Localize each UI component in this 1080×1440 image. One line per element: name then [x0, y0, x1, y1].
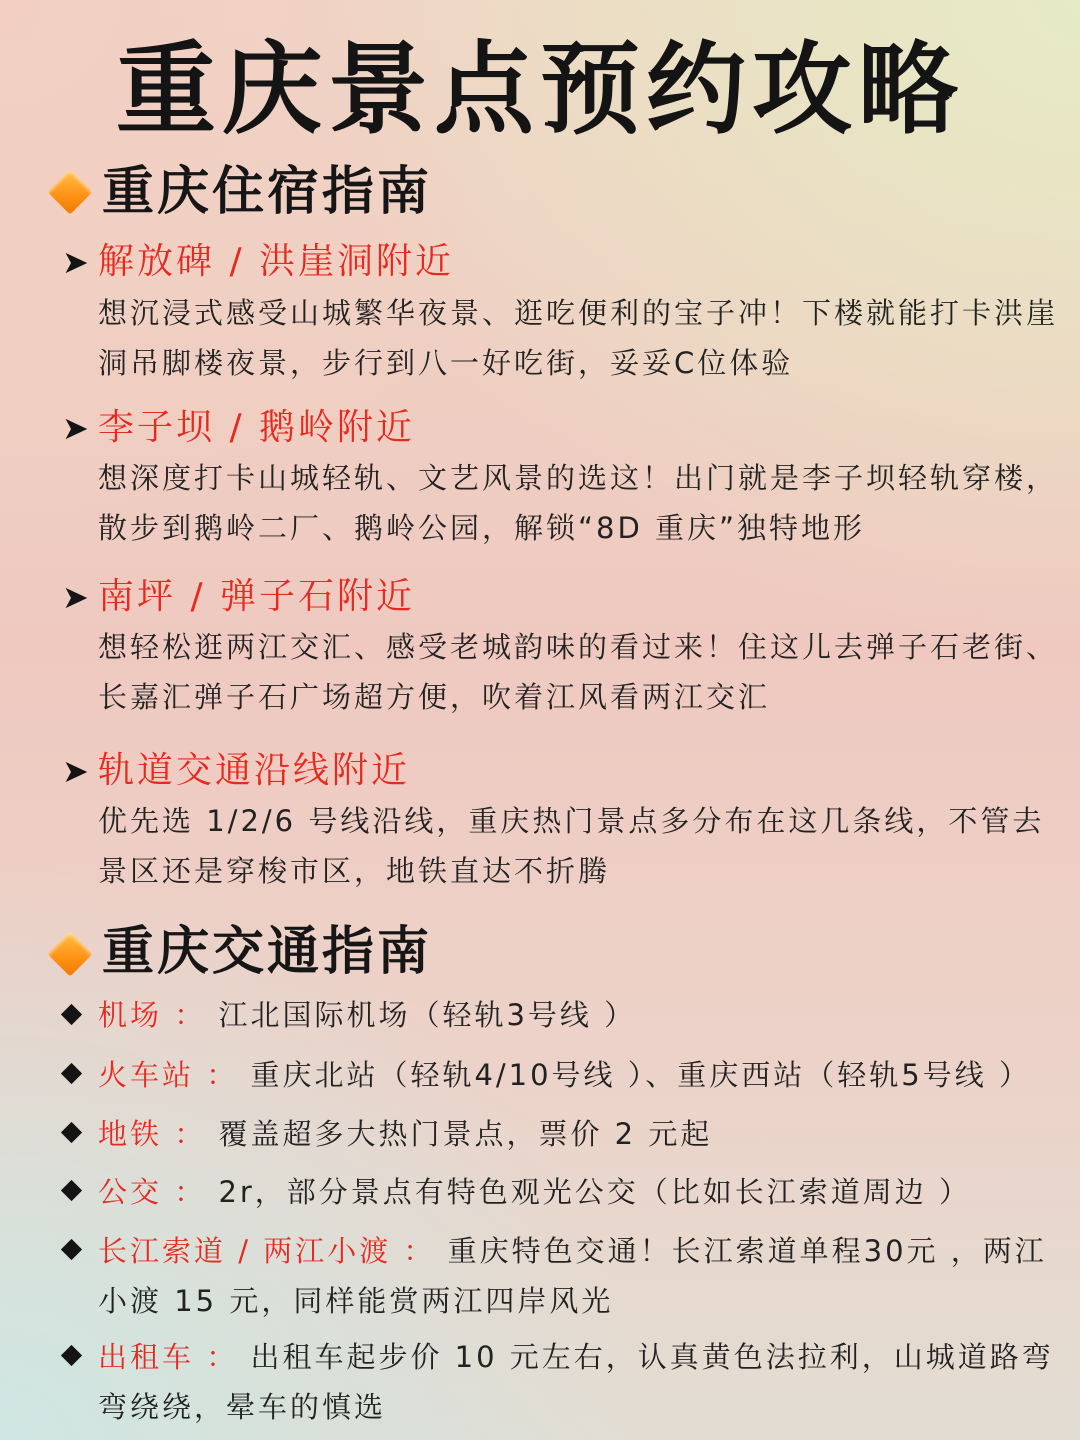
transport-item: [98, 1050, 1063, 1100]
area-description: 想沉浸式感受山城繁华夜景、逛吃便利的宝子冲！下楼就能打卡洪崖洞吊脚楼夜景，步行到八一好吃街，妥妥C位体验: [98, 296, 1059, 380]
transport-text: 重庆特色交通！长江索道单程30元 ，两江小渡 15 元，同样能赏两江四岸风光: [98, 1234, 1047, 1318]
transport-label: 机场 ：: [98, 998, 207, 1032]
section-heading-transport: 重庆交通指南: [102, 922, 433, 982]
orange-diamond-icon: [47, 169, 92, 214]
transport-item: [98, 1332, 1063, 1432]
transport-text: 覆盖超多大热门景点，票价 2 元起: [218, 1117, 713, 1151]
black-diamond-icon: [61, 1122, 82, 1143]
transport-label: 出租车 ：: [98, 1340, 239, 1374]
transport-label: 地铁 ：: [98, 1117, 207, 1151]
transport-label: 公交 ：: [98, 1175, 207, 1209]
black-diamond-icon: [61, 1345, 82, 1366]
arrow-right-icon: ➤: [62, 243, 89, 281]
arrow-right-icon: ➤: [62, 409, 89, 447]
black-diamond-icon: [61, 1063, 82, 1084]
black-diamond-icon: [61, 1004, 82, 1025]
transport-item: [98, 1167, 1063, 1217]
arrow-right-icon: ➤: [62, 752, 89, 790]
transport-text: 2r，部分景点有特色观光公交（比如长江索道周边 ）: [218, 1175, 972, 1209]
area-name: 轨道交通沿线附近: [98, 750, 411, 791]
transport-label: 长江索道 / 两江小渡 ：: [98, 1234, 436, 1268]
area-description: 想轻松逛两江交汇、感受老城韵味的看过来！住这儿去弹子石老街、长嘉汇弹子石广场超方便，吹着江风看两江交汇: [98, 630, 1059, 714]
transport-item: [98, 990, 1063, 1040]
black-diamond-icon: [61, 1239, 82, 1260]
area-name: 李子坝 / 鹅岭附近: [98, 407, 416, 448]
area-description: 优先选 1/2/6 号线沿线，重庆热门景点多分布在这几条线，不管去景区还是穿梭市区，地铁直达不折腾: [98, 804, 1045, 888]
area-name: 解放碑 / 洪崖洞附近: [98, 241, 455, 282]
transport-text: 出租车起步价 10 元左右，认真黄色法拉利，山城道路弯弯绕绕，晕车的慎选: [98, 1340, 1054, 1424]
area-name: 南坪 / 弹子石附近: [98, 576, 416, 617]
area-description: 想深度打卡山城轻轨、文艺风景的选这！出门就是李子坝轻轨穿楼，散步到鹅岭二厂、鹅岭公园，解锁“8D 重庆”独特地形: [98, 461, 1059, 545]
transport-text: 重庆北站（轻轨4/10号线 ）、重庆西站（轻轨5号线 ）: [250, 1058, 1031, 1092]
transport-item: [98, 1109, 1063, 1159]
section-heading-lodging: 重庆住宿指南: [102, 162, 433, 222]
arrow-right-icon: ➤: [62, 578, 89, 616]
transport-text: 江北国际机场（轻轨3号线 ）: [218, 998, 637, 1032]
orange-diamond-icon: [47, 931, 92, 976]
transport-label: 火车站 ：: [98, 1058, 239, 1092]
transport-item: [98, 1226, 1063, 1326]
page-title: 重庆景点预约攻略: [116, 31, 964, 148]
black-diamond-icon: [61, 1180, 82, 1201]
